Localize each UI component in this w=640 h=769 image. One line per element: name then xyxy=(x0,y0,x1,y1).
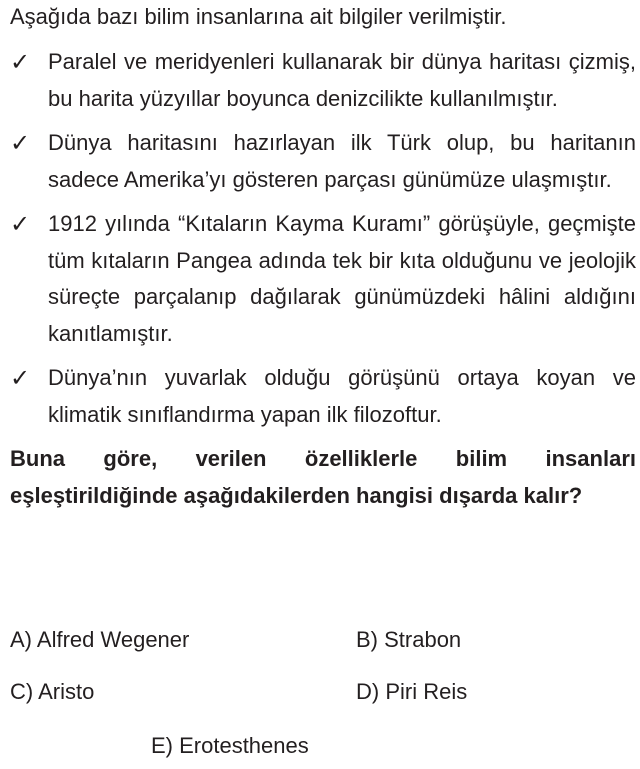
question-intro: Aşağıda bazı bilim insanlarına ait bilgiler verilmiştir. xyxy=(10,4,507,29)
option-d[interactable]: D) Piri Reis xyxy=(356,679,468,704)
checkmark-icon: ✓ xyxy=(10,210,31,238)
option-a[interactable]: A) Alfred Wegener xyxy=(10,627,190,652)
option-c[interactable]: C) Aristo xyxy=(10,679,95,704)
info-item-4 xyxy=(10,360,636,433)
info-item-text: Paralel ve meridyenleri kullanarak bir dünya haritası çizmiş, bu harita yüzyıllar boyunca denizcilikte kullanılmıştır. xyxy=(48,49,636,111)
checkmark-icon: ✓ xyxy=(10,129,31,157)
info-item-3 xyxy=(10,206,636,352)
info-item-1 xyxy=(10,44,636,117)
question-block xyxy=(10,2,636,514)
info-item-text: Dünya haritasını hazırlayan ilk Türk olup, bu haritanın sadece Amerika’yı gösteren parçası günümüze ulaşmıştır. xyxy=(48,130,636,192)
option-e[interactable]: E) Erotesthenes xyxy=(151,733,309,758)
checkmark-icon: ✓ xyxy=(10,48,31,76)
answer-options xyxy=(10,617,630,767)
question-stem: Buna göre, verilen özelliklerle bilim insanları eşleştirildiğinde aşağıdakilerden hangisi dışarda kalır? xyxy=(10,446,636,508)
info-item-2 xyxy=(10,125,636,198)
info-item-text: Dünya’nın yuvarlak olduğu görüşünü ortaya koyan ve klimatik sınıflandırma yapan ilk filozoftur. xyxy=(48,365,636,427)
checkmark-icon: ✓ xyxy=(10,364,31,392)
option-b[interactable]: B) Strabon xyxy=(356,627,462,652)
info-item-text: 1912 yılında “Kıtaların Kayma Kuramı” görüşüyle, geçmişte tüm kıtaların Pangea adında tek bir kıta olduğunu ve jeolojik süreçte parçalanıp dağılarak günümüzdeki hâlini aldığını kanıtlamıştır. xyxy=(48,211,636,346)
info-list xyxy=(10,44,636,433)
